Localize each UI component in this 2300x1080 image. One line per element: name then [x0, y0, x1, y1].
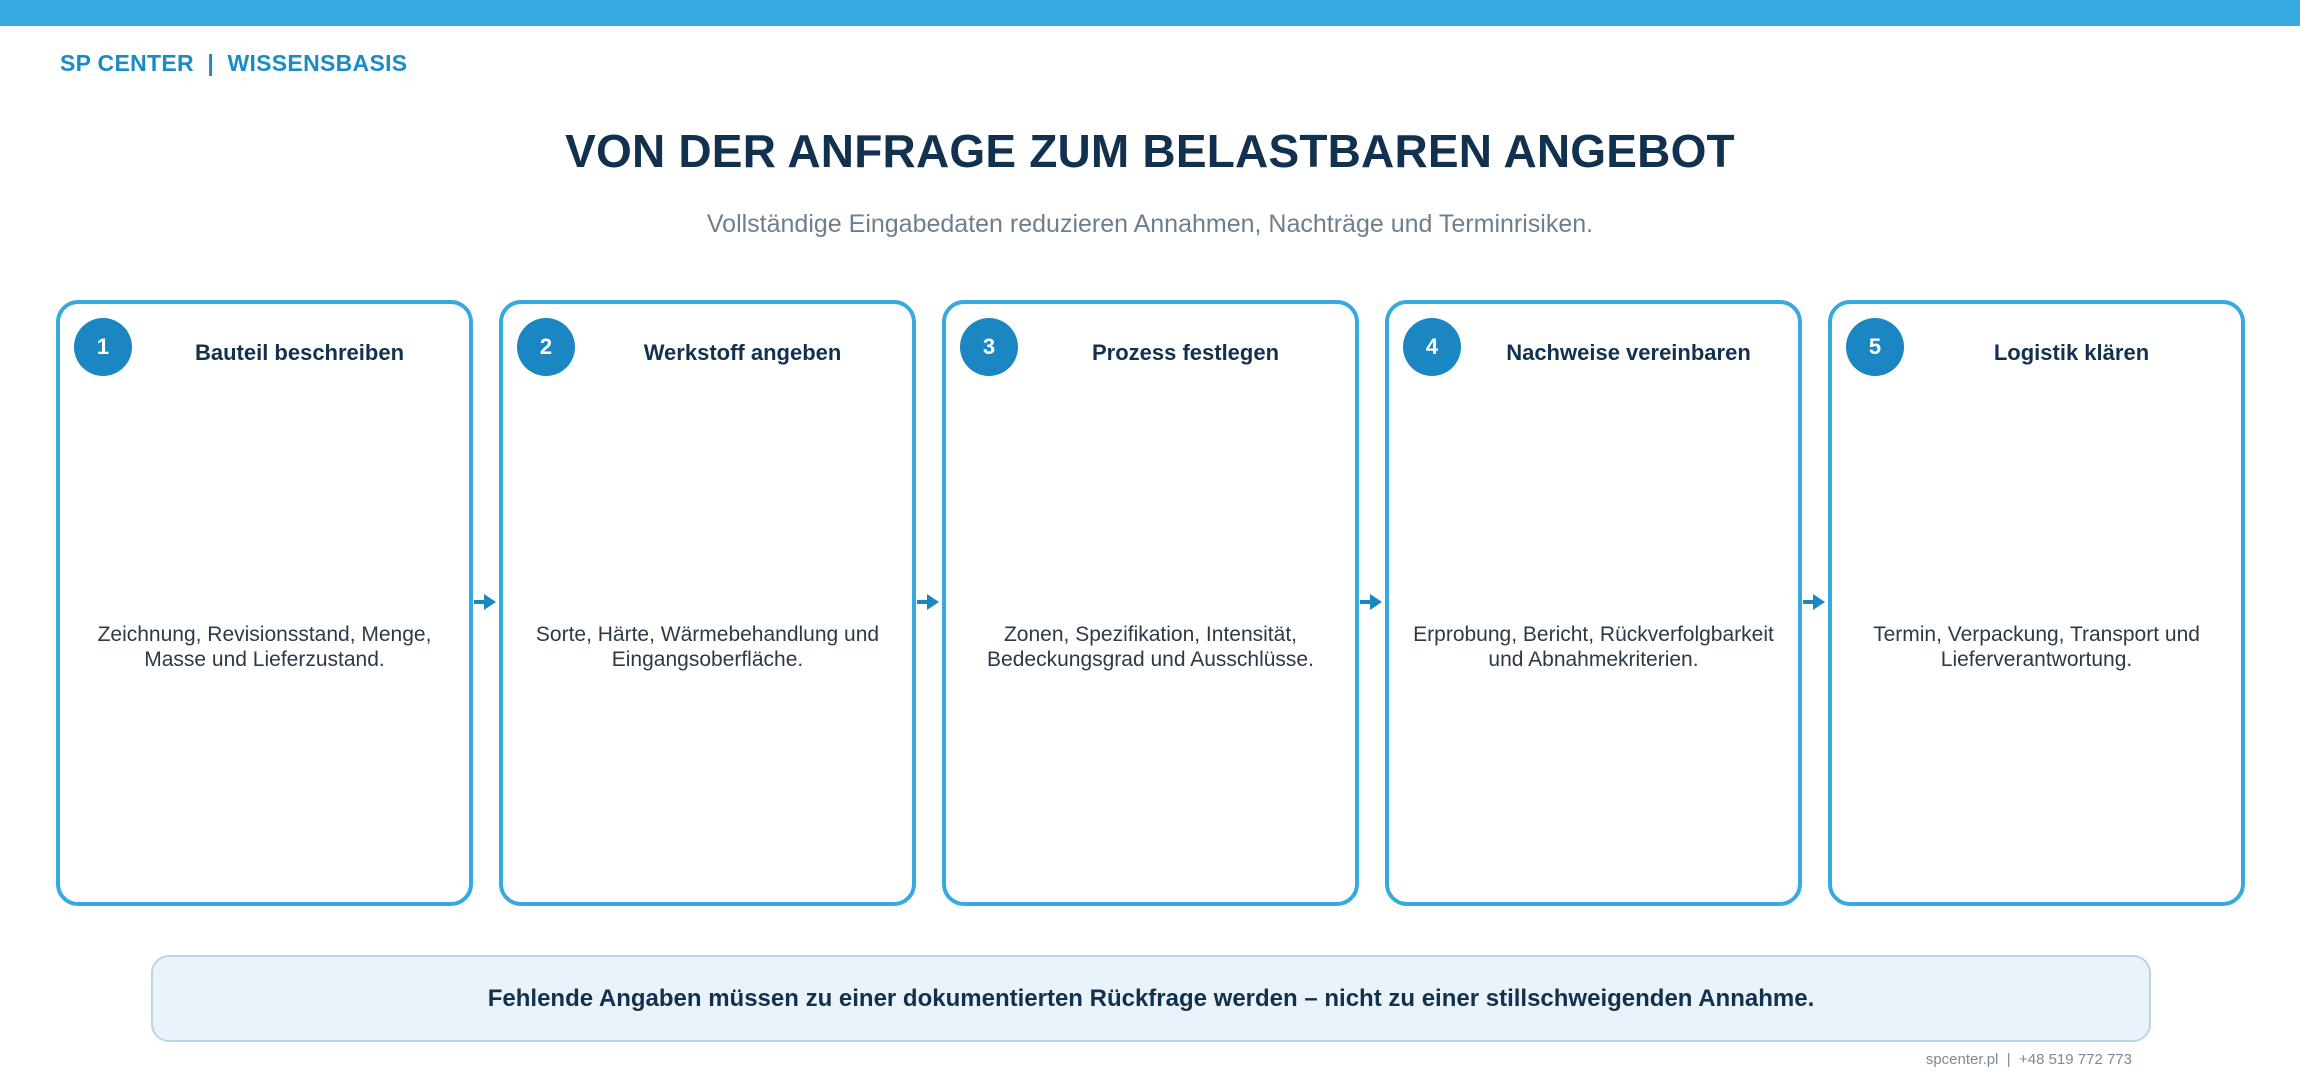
brand-name: SP CENTER: [60, 50, 194, 76]
step-description: Termin, Verpackung, Transport und Lieferverantwortung.: [1873, 623, 2200, 671]
footer-website[interactable]: spcenter.pl: [1925, 1051, 1999, 1068]
step-number-badge: 3: [960, 318, 1018, 376]
step-number-badge: 5: [1846, 318, 1904, 376]
step-card-2: [499, 300, 916, 906]
step-title: Nachweise vereinbaren: [1506, 340, 1751, 365]
step-card-5: [1828, 300, 2245, 906]
step-description: Zonen, Spezifikation, Intensität, Bedeckungsgrad und Ausschlüsse.: [987, 623, 1314, 671]
brand-header: [60, 50, 407, 77]
step-title: Werkstoff angeben: [643, 340, 842, 365]
top-accent-bar: [0, 0, 2300, 26]
step-title: Prozess festlegen: [1091, 340, 1280, 365]
process-steps: [0, 300, 2300, 906]
step-card-1: [56, 300, 473, 906]
page-subtitle: Vollständige Eingabedaten reduzieren Annahmen, Nachträge und Terminrisiken.: [706, 210, 1594, 238]
arrow-right-icon: [1803, 592, 1827, 612]
brand-section: WISSENSBASIS: [227, 50, 408, 76]
brand-separator: |: [207, 50, 215, 76]
page-title: VON DER ANFRAGE ZUM BELASTBAREN ANGEBOT: [565, 125, 1735, 177]
arrow-right-icon: [1360, 592, 1384, 612]
footer-contact: [1926, 1051, 2132, 1068]
step-card-3: [942, 300, 1359, 906]
step-title: Logistik klären: [1993, 340, 2150, 365]
step-number-badge: 2: [517, 318, 575, 376]
step-description: Zeichnung, Revisionsstand, Menge, Masse und Lieferzustand.: [97, 623, 432, 671]
footer-separator: |: [2006, 1051, 2011, 1068]
step-card-4: [1385, 300, 1802, 906]
arrow-right-icon: [917, 592, 941, 612]
key-note-text: Fehlende Angaben müssen zu einer dokumentierten Rückfrage werden – nicht zu einer stillschweigenden Annahme.: [487, 984, 1815, 1012]
key-note-box: [151, 955, 2151, 1042]
step-number-badge: 4: [1403, 318, 1461, 376]
arrow-right-icon: [474, 592, 498, 612]
step-number-badge: 1: [74, 318, 132, 376]
footer-phone[interactable]: +48 519 772 773: [2018, 1051, 2132, 1068]
step-description: Sorte, Härte, Wärmebehandlung und Eingangsoberfläche.: [535, 623, 880, 671]
step-description: Erprobung, Bericht, Rückverfolgbarkeit und Abnahmekriterien.: [1413, 623, 1774, 671]
step-title: Bauteil beschreiben: [194, 340, 405, 365]
